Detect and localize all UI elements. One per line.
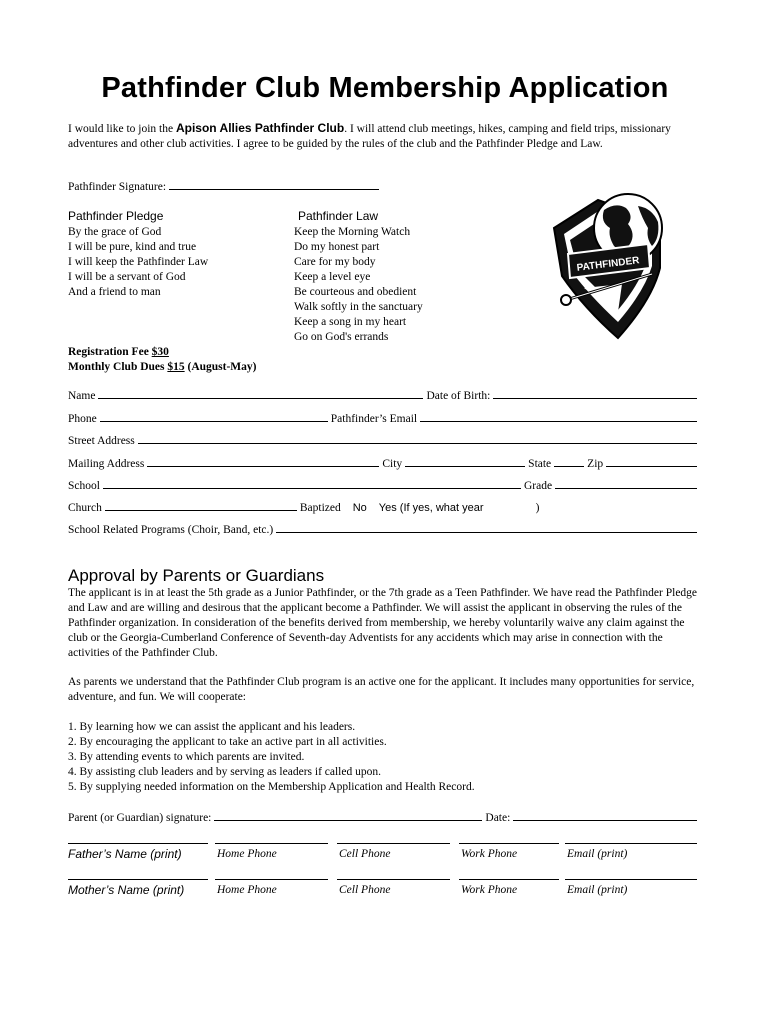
list-item: 5. By supplying needed information on the Membership Application and Health Record. (68, 781, 475, 793)
grade-label: Grade (523, 480, 553, 492)
logo-text: PATHFINDER (576, 255, 640, 274)
date-field[interactable] (513, 820, 697, 821)
state-label: State (528, 458, 552, 470)
state-field[interactable] (554, 466, 584, 467)
club-name: Apison Allies Pathfinder Club (175, 121, 345, 135)
mother-email-field[interactable] (565, 879, 697, 880)
law-line: Do my honest part (294, 241, 380, 253)
approval-heading: Approval by Parents or Guardians (68, 566, 325, 585)
approval-paragraph-1: The applicant is in at least the 5th grade as a Junior Pathfinder, or the 7th grade as a Teen Pathfinder. We have read the Pathfinder Pledge and Law and are willing and desirous that the applicant become a Pathfinder. We will assist the applicant in observing the rules of the Pathfinder organization. In consideration of the benefits derived from membership, we hereby voluntarily waive any claim against the club or the Georgia-Cumberland Conference of Seventh-day Adventists for any accidents which may arise in connection with the activities of the Pathfinder Club. (68, 587, 698, 659)
city-label: City (382, 458, 403, 470)
programs-field[interactable] (276, 532, 697, 533)
street-row (68, 432, 700, 447)
pledge-line: I will keep the Pathfinder Law (68, 256, 209, 268)
intro-paragraph: I would like to join the Apison Allies Pathfinder Club. I will attend club meetings, hikes, camping and field trips, missionary adventures and other club activities. I agree to be guided by the rules of the club and the Pathfinder Pledge and Law. (68, 121, 671, 150)
name-label: Name (68, 390, 96, 402)
phone-label: Phone (68, 413, 97, 425)
pledge-line: And a friend to man (68, 286, 161, 298)
parent-signature-field[interactable] (214, 820, 482, 821)
pathfinder-signature-field[interactable] (169, 179, 379, 190)
baptized-label: Baptized (299, 502, 341, 514)
church-field[interactable] (105, 510, 297, 511)
school-field[interactable] (103, 488, 521, 489)
registration-fee: Registration Fee $30 (68, 346, 169, 358)
pledge-line: By the grace of God (68, 226, 162, 238)
zip-field[interactable] (606, 466, 697, 467)
mother-home-phone-label: Home Phone (217, 884, 277, 896)
pledge-line: I will be a servant of God (68, 271, 186, 283)
cooperate-list (68, 720, 475, 795)
father-email-field[interactable] (565, 843, 697, 844)
pathfinder-signature-label: Pathfinder Signature: (68, 181, 167, 193)
baptized-no-option[interactable]: No (352, 502, 367, 514)
law-line: Keep a level eye (294, 271, 371, 283)
father-name-label: Father’s Name (print) (68, 847, 182, 861)
father-home-phone-label: Home Phone (217, 848, 277, 860)
father-work-phone-label: Work Phone (461, 848, 518, 860)
name-field[interactable] (98, 398, 423, 399)
phone-row (68, 410, 700, 425)
mother-email-label: Email (print) (567, 884, 628, 896)
mailing-label: Mailing Address (68, 458, 145, 470)
date-label: Date: (485, 812, 511, 824)
pledge-text (68, 225, 208, 300)
parent-signature-label: Parent (or Guardian) signature: (68, 812, 212, 824)
pathfinder-logo-graphic (548, 188, 668, 348)
law-heading: Pathfinder Law (298, 209, 379, 223)
page-title: Pathfinder Club Membership Application (101, 72, 669, 104)
mother-cell-phone-label: Cell Phone (339, 884, 391, 896)
grade-field[interactable] (555, 488, 697, 489)
pledge-heading: Pathfinder Pledge (68, 209, 164, 223)
law-text (294, 225, 423, 345)
father-cell-phone-label: Cell Phone (339, 848, 391, 860)
church-row (68, 499, 588, 514)
close-paren: ) (535, 502, 540, 514)
phone-field[interactable] (100, 421, 328, 422)
email-field[interactable] (420, 421, 697, 422)
baptized-yes-option[interactable]: Yes (If yes, what year (378, 502, 484, 514)
programs-label: School Related Programs (Choir, Band, etc.) (68, 524, 274, 536)
mailing-row (68, 455, 700, 470)
father-email-label: Email (print) (567, 848, 628, 860)
city-field[interactable] (405, 466, 525, 467)
mailing-field[interactable] (147, 466, 379, 467)
law-line: Walk softly in the sanctuary (294, 301, 423, 313)
mother-work-phone-label: Work Phone (461, 884, 518, 896)
pathfinder-logo (548, 188, 668, 348)
mother-name-field[interactable] (68, 879, 208, 880)
church-label: Church (68, 502, 102, 514)
list-item: 1. By learning how we can assist the applicant and his leaders. (68, 721, 356, 733)
law-line: Care for my body (294, 256, 376, 268)
mother-home-phone-field[interactable] (215, 879, 328, 880)
pathfinder-signature-row (68, 179, 379, 194)
name-row (68, 387, 700, 402)
parent-signature-row (68, 809, 700, 824)
street-field[interactable] (138, 443, 697, 444)
dob-field[interactable] (493, 398, 697, 399)
father-name-field[interactable] (68, 843, 208, 844)
zip-label: Zip (587, 458, 604, 470)
father-work-phone-field[interactable] (459, 843, 559, 844)
father-cell-phone-field[interactable] (337, 843, 450, 844)
mother-name-label: Mother’s Name (print) (68, 883, 185, 897)
monthly-dues: Monthly Club Dues $15 (August-May) (68, 361, 257, 373)
mother-work-phone-field[interactable] (459, 879, 559, 880)
law-line: Be courteous and obedient (294, 286, 417, 298)
school-row (68, 477, 700, 492)
approval-paragraph-2: As parents we understand that the Pathfinder Club program is an active one for the applicant. It includes many opportunities for service, adventure, and fun. We will cooperate: (68, 676, 695, 703)
law-line: Keep a song in my heart (294, 316, 407, 328)
father-home-phone-field[interactable] (215, 843, 328, 844)
school-label: School (68, 480, 100, 492)
pledge-line: I will be pure, kind and true (68, 241, 197, 253)
list-item: 3. By attending events to which parents are invited. (68, 751, 305, 763)
law-line: Keep the Morning Watch (294, 226, 411, 238)
dob-label: Date of Birth: (426, 390, 491, 402)
list-item: 2. By encouraging the applicant to take an active part in all activities. (68, 736, 387, 748)
law-line: Go on God's errands (294, 331, 389, 343)
mother-cell-phone-field[interactable] (337, 879, 450, 880)
programs-row (68, 521, 700, 536)
street-label: Street Address (68, 435, 135, 447)
list-item: 4. By assisting club leaders and by serving as leaders if called upon. (68, 766, 381, 778)
email-label: Pathfinder’s Email (330, 413, 418, 425)
